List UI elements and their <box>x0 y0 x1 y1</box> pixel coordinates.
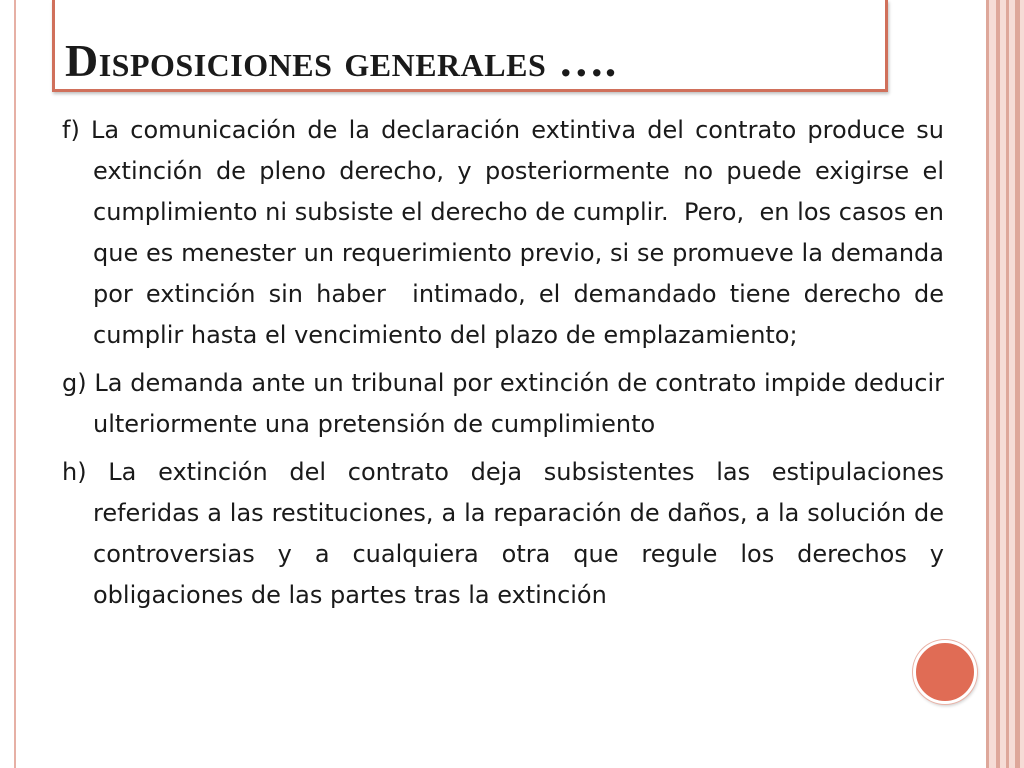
paragraph-f: f) La comunicación de la declaración extintiva del contrato produce su extinción de pleno derecho, y posteriormente no puede exigirse el cumplimiento ni subsiste el derecho de cumplir. Pero, en los casos en que es menester un requerimiento previo, si se promueve la demanda por extinción sin haber intimado, el demandado tiene derecho de cumplir hasta el vencimiento del plazo de emplazamiento; <box>62 116 952 349</box>
slide-title: Disposiciones generales …. <box>65 35 617 86</box>
right-stripe <box>996 0 1000 768</box>
right-stripe <box>986 0 989 768</box>
title-box <box>52 0 888 92</box>
right-stripe <box>1006 0 1009 768</box>
paragraph-h: h) La extinción del contrato deja subsistentes las estipulaciones referidas a las restituciones, a la reparación de daños, a la solución de controversias y a cualquiera otra que regule los derechos y obligaciones de las partes tras la extinción <box>62 458 952 609</box>
left-rule <box>14 0 16 768</box>
paragraph-g: g) La demanda ante un tribunal por extinción de contrato impide deducir ulteriormente una pretensión de cumplimiento <box>62 369 952 438</box>
slide-body <box>62 110 952 623</box>
decorative-circle <box>913 640 977 704</box>
right-stripe <box>1015 0 1020 768</box>
